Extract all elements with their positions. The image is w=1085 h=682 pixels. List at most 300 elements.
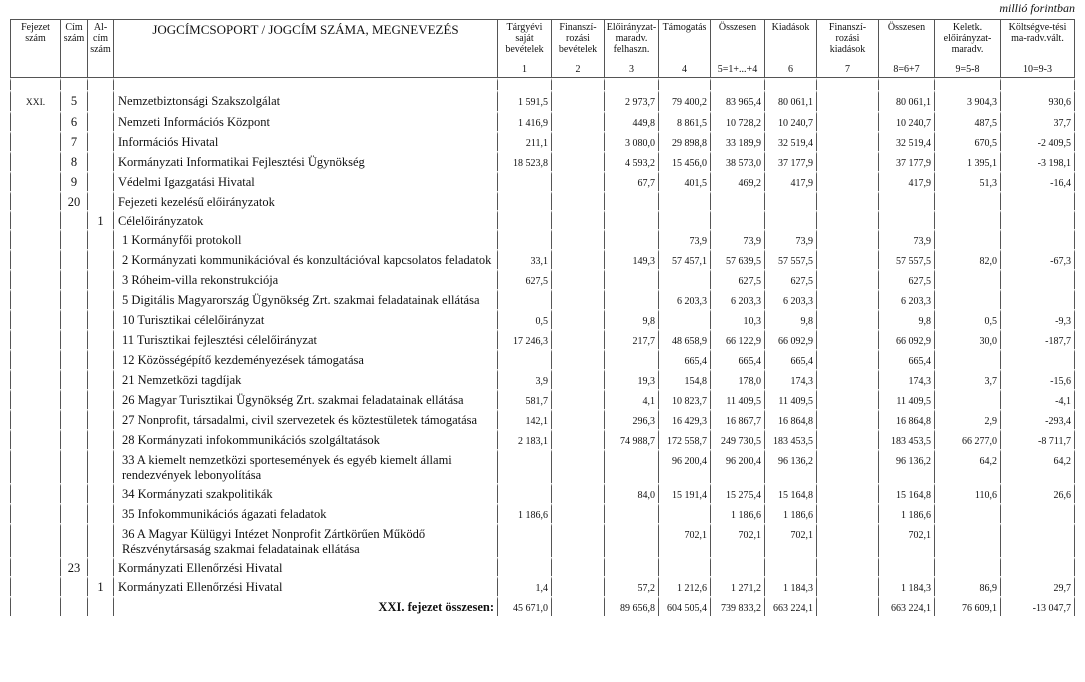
value-cell-osszesen-kiadas: 32 519,4 — [878, 131, 934, 151]
fejezet-cell — [10, 349, 60, 369]
value-cell-koltsegvetesi-valtozas: -187,7 — [1000, 329, 1075, 349]
value-cell-osszesen-bevetel — [710, 557, 764, 576]
column-header-number: 4 — [682, 64, 687, 75]
table-row — [10, 171, 1075, 191]
value-cell-osszesen-kiadas: 11 409,5 — [878, 389, 934, 409]
alcim-cell — [87, 483, 113, 503]
value-cell-koltsegvetesi-valtozas — [1000, 523, 1075, 557]
value-cell-osszesen-kiadas: 9,8 — [878, 309, 934, 329]
row-name: 3 Róheim-villa rekonstrukciója — [113, 269, 497, 289]
table-row — [10, 269, 1075, 289]
value-cell-keletkezett-maradvany: 2,9 — [934, 409, 1000, 429]
row-name: 11 Turisztikai fejlesztési célelőirányzat — [113, 329, 497, 349]
value-cell-osszesen-kiadas: 1 186,6 — [878, 503, 934, 523]
alcim-cell — [87, 503, 113, 523]
row-name: Kormányzati Informatikai Fejlesztési Ügynökség — [113, 151, 497, 171]
value-cell-targyevi-bevetelek — [497, 289, 551, 309]
value-cell-eloiranyzat-maradvany: 19,3 — [604, 369, 658, 389]
value-cell-tamogatas: 172 558,7 — [658, 429, 710, 449]
value-cell-koltsegvetesi-valtozas: -293,4 — [1000, 409, 1075, 429]
value-cell-finanszirozasi-kiadasok — [816, 503, 878, 523]
value-cell-osszesen-bevetel: 6 203,3 — [710, 289, 764, 309]
value-cell-kiadasok — [764, 557, 816, 576]
table-row — [10, 90, 1075, 111]
alcim-cell — [87, 389, 113, 409]
column-header-tamogatas — [658, 19, 710, 78]
value-cell-finanszirozasi-kiadasok — [816, 289, 878, 309]
value-cell-osszesen-bevetel: 16 867,7 — [710, 409, 764, 429]
value-cell-tamogatas: 57 457,1 — [658, 249, 710, 269]
value-cell-finanszirozasi-kiadasok — [816, 429, 878, 449]
cim-cell — [60, 503, 87, 523]
value-cell-keletkezett-maradvany: 0,5 — [934, 309, 1000, 329]
value-cell-kiadasok — [764, 191, 816, 210]
table-row — [10, 389, 1075, 409]
value-cell-koltsegvetesi-valtozas: 37,7 — [1000, 111, 1075, 131]
value-cell-kiadasok: 665,4 — [764, 349, 816, 369]
value-cell-kiadasok: 663 224,1 — [764, 596, 816, 616]
value-cell-koltsegvetesi-valtozas: -2 409,5 — [1000, 131, 1075, 151]
value-cell-targyevi-bevetelek: 627,5 — [497, 269, 551, 289]
value-cell-osszesen-bevetel: 10,3 — [710, 309, 764, 329]
value-cell-keletkezett-maradvany: 51,3 — [934, 171, 1000, 191]
value-cell-keletkezett-maradvany: 82,0 — [934, 249, 1000, 269]
row-name: 5 Digitális Magyarország Ügynökség Zrt. szakmai feladatainak ellátása — [113, 289, 497, 309]
fejezet-cell — [10, 171, 60, 191]
table-row — [10, 369, 1075, 389]
value-cell-eloiranyzat-maradvany — [604, 523, 658, 557]
table-row — [10, 229, 1075, 249]
value-cell-finanszirozasi-bevetelek — [551, 210, 604, 229]
column-header-targyevi-bevetelek — [497, 19, 551, 78]
value-cell-finanszirozasi-bevetelek — [551, 151, 604, 171]
value-cell-finanszirozasi-kiadasok — [816, 449, 878, 483]
value-cell-koltsegvetesi-valtozas — [1000, 229, 1075, 249]
alcim-cell: 1 — [87, 576, 113, 596]
value-cell-finanszirozasi-kiadasok — [816, 309, 878, 329]
value-cell-osszesen-kiadas: 15 164,8 — [878, 483, 934, 503]
value-cell-keletkezett-maradvany — [934, 503, 1000, 523]
value-cell-finanszirozasi-bevetelek — [551, 329, 604, 349]
value-cell-osszesen-kiadas: 16 864,8 — [878, 409, 934, 429]
value-cell-targyevi-bevetelek — [497, 210, 551, 229]
value-cell-tamogatas: 96 200,4 — [658, 449, 710, 483]
fejezet-cell — [10, 210, 60, 229]
table-row — [10, 111, 1075, 131]
value-cell-koltsegvetesi-valtozas: -16,4 — [1000, 171, 1075, 191]
value-cell-tamogatas: 15 191,4 — [658, 483, 710, 503]
column-header-label: Fejezet szám — [21, 22, 50, 44]
column-header-name — [113, 19, 497, 78]
value-cell-koltsegvetesi-valtozas — [1000, 503, 1075, 523]
value-cell-eloiranyzat-maradvany — [604, 449, 658, 483]
value-cell-eloiranyzat-maradvany: 3 080,0 — [604, 131, 658, 151]
value-cell-finanszirozasi-kiadasok — [816, 269, 878, 289]
value-cell-targyevi-bevetelek: 1 186,6 — [497, 503, 551, 523]
value-cell-finanszirozasi-bevetelek — [551, 111, 604, 131]
value-cell-eloiranyzat-maradvany — [604, 503, 658, 523]
column-header-number: 2 — [575, 64, 581, 75]
cim-cell — [60, 309, 87, 329]
fejezet-cell — [10, 151, 60, 171]
table-row — [10, 151, 1075, 171]
value-cell-kiadasok — [764, 210, 816, 229]
budget-table — [10, 19, 1075, 616]
table-row — [10, 596, 1075, 616]
value-cell-keletkezett-maradvany — [934, 557, 1000, 576]
row-name: Kormányzati Ellenőrzési Hivatal — [113, 576, 497, 596]
spacer-cell — [816, 78, 878, 90]
value-cell-tamogatas — [658, 191, 710, 210]
table-row — [10, 309, 1075, 329]
spacer-cell — [658, 78, 710, 90]
alcim-cell — [87, 309, 113, 329]
spacer-cell — [604, 78, 658, 90]
table-row — [10, 449, 1075, 483]
fejezet-cell — [10, 449, 60, 483]
value-cell-osszesen-bevetel: 11 409,5 — [710, 389, 764, 409]
value-cell-finanszirozasi-bevetelek — [551, 269, 604, 289]
table-row — [10, 131, 1075, 151]
cim-cell — [60, 596, 87, 616]
value-cell-osszesen-kiadas: 702,1 — [878, 523, 934, 557]
value-cell-targyevi-bevetelek — [497, 523, 551, 557]
alcim-cell — [87, 269, 113, 289]
value-cell-osszesen-bevetel: 38 573,0 — [710, 151, 764, 171]
spacer-cell — [764, 78, 816, 90]
value-cell-finanszirozasi-kiadasok — [816, 389, 878, 409]
value-cell-osszesen-bevetel: 665,4 — [710, 349, 764, 369]
value-cell-kiadasok: 11 409,5 — [764, 389, 816, 409]
value-cell-eloiranyzat-maradvany — [604, 229, 658, 249]
value-cell-osszesen-bevetel — [710, 191, 764, 210]
column-header-label: Finanszí-rozási bevételek — [558, 22, 598, 55]
value-cell-finanszirozasi-bevetelek — [551, 409, 604, 429]
value-cell-osszesen-bevetel: 83 965,4 — [710, 90, 764, 111]
row-name: 27 Nonprofit, társadalmi, civil szervezetek és köztestületek támogatása — [113, 409, 497, 429]
fejezet-cell — [10, 289, 60, 309]
spacer-cell — [497, 78, 551, 90]
value-cell-finanszirozasi-bevetelek — [551, 191, 604, 210]
value-cell-eloiranyzat-maradvany — [604, 191, 658, 210]
column-header-fejezet — [10, 19, 60, 78]
table-row — [10, 503, 1075, 523]
value-cell-eloiranyzat-maradvany: 57,2 — [604, 576, 658, 596]
value-cell-osszesen-kiadas: 183 453,5 — [878, 429, 934, 449]
value-cell-finanszirozasi-kiadasok — [816, 131, 878, 151]
column-header-number: 1 — [522, 64, 527, 75]
spacer-cell — [113, 78, 497, 90]
value-cell-kiadasok: 1 186,6 — [764, 503, 816, 523]
value-cell-eloiranyzat-maradvany: 67,7 — [604, 171, 658, 191]
value-cell-osszesen-bevetel: 33 189,9 — [710, 131, 764, 151]
alcim-cell — [87, 369, 113, 389]
column-header-number: 7 — [845, 64, 850, 75]
value-cell-finanszirozasi-kiadasok — [816, 191, 878, 210]
value-cell-osszesen-bevetel — [710, 210, 764, 229]
value-cell-keletkezett-maradvany — [934, 289, 1000, 309]
spacer-cell — [934, 78, 1000, 90]
cim-cell — [60, 483, 87, 503]
unit-label: millió forintban — [999, 1, 1075, 15]
value-cell-targyevi-bevetelek — [497, 191, 551, 210]
fejezet-cell — [10, 503, 60, 523]
fejezet-cell — [10, 483, 60, 503]
row-name: Védelmi Igazgatási Hivatal — [113, 171, 497, 191]
value-cell-osszesen-bevetel: 627,5 — [710, 269, 764, 289]
fejezet-cell — [10, 523, 60, 557]
value-cell-tamogatas: 604 505,4 — [658, 596, 710, 616]
value-cell-kiadasok: 183 453,5 — [764, 429, 816, 449]
table-header — [10, 19, 1075, 78]
table-row — [10, 409, 1075, 429]
value-cell-targyevi-bevetelek: 0,5 — [497, 309, 551, 329]
value-cell-osszesen-bevetel: 15 275,4 — [710, 483, 764, 503]
value-cell-eloiranyzat-maradvany: 89 656,8 — [604, 596, 658, 616]
row-name: 12 Közösségépítő kezdeményezések támogatása — [113, 349, 497, 369]
fejezet-cell — [10, 249, 60, 269]
table-row — [10, 329, 1075, 349]
value-cell-targyevi-bevetelek: 581,7 — [497, 389, 551, 409]
alcim-cell — [87, 596, 113, 616]
value-cell-koltsegvetesi-valtozas — [1000, 191, 1075, 210]
value-cell-koltsegvetesi-valtozas: -9,3 — [1000, 309, 1075, 329]
row-name: Nemzetbiztonsági Szakszolgálat — [113, 90, 497, 111]
column-header-label: Keletk. előirányzat-maradv. — [943, 22, 992, 55]
cim-cell — [60, 576, 87, 596]
value-cell-osszesen-kiadas: 663 224,1 — [878, 596, 934, 616]
value-cell-osszesen-kiadas: 73,9 — [878, 229, 934, 249]
cim-cell — [60, 523, 87, 557]
value-cell-osszesen-kiadas: 96 136,2 — [878, 449, 934, 483]
value-cell-tamogatas: 6 203,3 — [658, 289, 710, 309]
column-header-cim — [60, 19, 87, 78]
value-cell-targyevi-bevetelek: 211,1 — [497, 131, 551, 151]
value-cell-finanszirozasi-bevetelek — [551, 229, 604, 249]
alcim-cell — [87, 329, 113, 349]
value-cell-finanszirozasi-bevetelek — [551, 523, 604, 557]
cim-cell — [60, 249, 87, 269]
cim-cell — [60, 449, 87, 483]
value-cell-osszesen-bevetel: 1 186,6 — [710, 503, 764, 523]
value-cell-kiadasok: 80 061,1 — [764, 90, 816, 111]
alcim-cell — [87, 557, 113, 576]
cim-cell — [60, 349, 87, 369]
fejezet-cell — [10, 429, 60, 449]
value-cell-targyevi-bevetelek: 1 591,5 — [497, 90, 551, 111]
fejezet-cell — [10, 111, 60, 131]
value-cell-koltsegvetesi-valtozas: -67,3 — [1000, 249, 1075, 269]
value-cell-finanszirozasi-bevetelek — [551, 596, 604, 616]
value-cell-finanszirozasi-kiadasok — [816, 111, 878, 131]
spacer-cell — [878, 78, 934, 90]
value-cell-tamogatas: 401,5 — [658, 171, 710, 191]
column-header-label: Támogatás — [662, 22, 707, 33]
cim-cell: 20 — [60, 191, 87, 210]
value-cell-kiadasok: 66 092,9 — [764, 329, 816, 349]
value-cell-keletkezett-maradvany — [934, 210, 1000, 229]
cim-cell: 8 — [60, 151, 87, 171]
row-name: 26 Magyar Turisztikai Ügynökség Zrt. szakmai feladatainak ellátása — [113, 389, 497, 409]
value-cell-keletkezett-maradvany: 110,6 — [934, 483, 1000, 503]
value-cell-eloiranyzat-maradvany — [604, 349, 658, 369]
value-cell-osszesen-kiadas — [878, 191, 934, 210]
cim-cell: 5 — [60, 90, 87, 111]
value-cell-tamogatas — [658, 269, 710, 289]
value-cell-kiadasok: 57 557,5 — [764, 249, 816, 269]
value-cell-keletkezett-maradvany: 86,9 — [934, 576, 1000, 596]
value-cell-keletkezett-maradvany — [934, 191, 1000, 210]
value-cell-koltsegvetesi-valtozas: 29,7 — [1000, 576, 1075, 596]
value-cell-koltsegvetesi-valtozas — [1000, 289, 1075, 309]
value-cell-koltsegvetesi-valtozas: -4,1 — [1000, 389, 1075, 409]
column-header-koltsegvetesi-valtozas — [1000, 19, 1075, 78]
alcim-cell: 1 — [87, 210, 113, 229]
value-cell-koltsegvetesi-valtozas: 930,6 — [1000, 90, 1075, 111]
cim-cell — [60, 429, 87, 449]
cim-cell: 7 — [60, 131, 87, 151]
column-header-label: Finanszí-rozási kiadások — [828, 22, 867, 55]
value-cell-osszesen-kiadas: 57 557,5 — [878, 249, 934, 269]
value-cell-keletkezett-maradvany: 670,5 — [934, 131, 1000, 151]
value-cell-finanszirozasi-bevetelek — [551, 349, 604, 369]
value-cell-targyevi-bevetelek — [497, 483, 551, 503]
column-header-label: Előirányzat-maradv. felhaszn. — [606, 22, 657, 55]
row-name: 36 A Magyar Külügyi Intézet Nonprofit Zártkörűen Működő Részvénytársaság szakmai feladatainak ellátása — [113, 523, 497, 557]
cim-cell — [60, 329, 87, 349]
alcim-cell — [87, 131, 113, 151]
value-cell-eloiranyzat-maradvany: 449,8 — [604, 111, 658, 131]
value-cell-finanszirozasi-bevetelek — [551, 429, 604, 449]
value-cell-finanszirozasi-kiadasok — [816, 369, 878, 389]
value-cell-koltsegvetesi-valtozas — [1000, 557, 1075, 576]
value-cell-finanszirozasi-kiadasok — [816, 329, 878, 349]
value-cell-osszesen-bevetel: 469,2 — [710, 171, 764, 191]
value-cell-osszesen-bevetel: 10 728,2 — [710, 111, 764, 131]
value-cell-osszesen-bevetel: 178,0 — [710, 369, 764, 389]
value-cell-finanszirozasi-bevetelek — [551, 289, 604, 309]
column-header-label: Összesen — [718, 22, 757, 33]
value-cell-finanszirozasi-bevetelek — [551, 449, 604, 483]
table-row — [10, 523, 1075, 557]
value-cell-osszesen-kiadas — [878, 210, 934, 229]
value-cell-tamogatas: 1 212,6 — [658, 576, 710, 596]
value-cell-targyevi-bevetelek — [497, 171, 551, 191]
value-cell-targyevi-bevetelek: 33,1 — [497, 249, 551, 269]
value-cell-osszesen-kiadas: 37 177,9 — [878, 151, 934, 171]
table-row — [10, 210, 1075, 229]
value-cell-targyevi-bevetelek — [497, 449, 551, 483]
value-cell-eloiranyzat-maradvany — [604, 557, 658, 576]
value-cell-keletkezett-maradvany: 64,2 — [934, 449, 1000, 483]
cim-cell — [60, 229, 87, 249]
value-cell-eloiranyzat-maradvany — [604, 210, 658, 229]
fejezet-cell: XXI. — [10, 90, 60, 111]
row-name: Kormányzati Ellenőrzési Hivatal — [113, 557, 497, 576]
cim-cell: 9 — [60, 171, 87, 191]
value-cell-tamogatas: 154,8 — [658, 369, 710, 389]
column-header-label: Tárgyévi saját bevételek — [505, 22, 544, 55]
value-cell-koltsegvetesi-valtozas: 64,2 — [1000, 449, 1075, 483]
fejezet-cell — [10, 191, 60, 210]
value-cell-osszesen-kiadas: 6 203,3 — [878, 289, 934, 309]
value-cell-tamogatas: 10 823,7 — [658, 389, 710, 409]
value-cell-tamogatas — [658, 503, 710, 523]
value-cell-finanszirozasi-kiadasok — [816, 349, 878, 369]
value-cell-osszesen-kiadas: 1 184,3 — [878, 576, 934, 596]
row-name: 33 A kiemelt nemzetközi sportesemények és egyéb kiemelt állami rendezvények lebonyolítása — [113, 449, 497, 483]
value-cell-osszesen-kiadas: 66 092,9 — [878, 329, 934, 349]
value-cell-osszesen-bevetel: 73,9 — [710, 229, 764, 249]
value-cell-finanszirozasi-kiadasok — [816, 576, 878, 596]
column-header-label: JOGCÍMCSOPORT / JOGCÍM SZÁMA, MEGNEVEZÉS — [152, 22, 459, 37]
value-cell-koltsegvetesi-valtozas: 26,6 — [1000, 483, 1075, 503]
fejezet-cell — [10, 131, 60, 151]
value-cell-finanszirozasi-bevetelek — [551, 309, 604, 329]
alcim-cell — [87, 349, 113, 369]
value-cell-targyevi-bevetelek — [497, 557, 551, 576]
value-cell-keletkezett-maradvany — [934, 389, 1000, 409]
cim-cell — [60, 369, 87, 389]
value-cell-keletkezett-maradvany — [934, 523, 1000, 557]
value-cell-targyevi-bevetelek: 17 246,3 — [497, 329, 551, 349]
value-cell-keletkezett-maradvany: 487,5 — [934, 111, 1000, 131]
table-row — [10, 557, 1075, 576]
table-row — [10, 191, 1075, 210]
alcim-cell — [87, 409, 113, 429]
value-cell-koltsegvetesi-valtozas: -8 711,7 — [1000, 429, 1075, 449]
alcim-cell — [87, 151, 113, 171]
value-cell-kiadasok: 1 184,3 — [764, 576, 816, 596]
value-cell-koltsegvetesi-valtozas: -13 047,7 — [1000, 596, 1075, 616]
table-row — [10, 576, 1075, 596]
value-cell-keletkezett-maradvany: 66 277,0 — [934, 429, 1000, 449]
cim-cell — [60, 389, 87, 409]
alcim-cell — [87, 449, 113, 483]
column-header-keletkezett-maradvany — [934, 19, 1000, 78]
value-cell-targyevi-bevetelek: 2 183,1 — [497, 429, 551, 449]
value-cell-kiadasok: 627,5 — [764, 269, 816, 289]
fejezet-cell — [10, 329, 60, 349]
row-name: 34 Kormányzati szakpolitikák — [113, 483, 497, 503]
value-cell-eloiranyzat-maradvany: 74 988,7 — [604, 429, 658, 449]
value-cell-eloiranyzat-maradvany — [604, 289, 658, 309]
value-cell-eloiranyzat-maradvany: 2 973,7 — [604, 90, 658, 111]
value-cell-kiadasok: 9,8 — [764, 309, 816, 329]
value-cell-finanszirozasi-kiadasok — [816, 90, 878, 111]
value-cell-finanszirozasi-kiadasok — [816, 409, 878, 429]
alcim-cell — [87, 249, 113, 269]
value-cell-kiadasok: 10 240,7 — [764, 111, 816, 131]
value-cell-keletkezett-maradvany: 30,0 — [934, 329, 1000, 349]
spacer-cell — [710, 78, 764, 90]
value-cell-keletkezett-maradvany: 3,7 — [934, 369, 1000, 389]
value-cell-keletkezett-maradvany — [934, 349, 1000, 369]
value-cell-tamogatas — [658, 210, 710, 229]
value-cell-eloiranyzat-maradvany: 4 593,2 — [604, 151, 658, 171]
column-header-kiadasok — [764, 19, 816, 78]
row-name: Információs Hivatal — [113, 131, 497, 151]
value-cell-finanszirozasi-kiadasok — [816, 557, 878, 576]
value-cell-eloiranyzat-maradvany: 149,3 — [604, 249, 658, 269]
column-header-number: 8=6+7 — [893, 64, 920, 75]
value-cell-kiadasok: 6 203,3 — [764, 289, 816, 309]
value-cell-osszesen-bevetel: 66 122,9 — [710, 329, 764, 349]
alcim-cell — [87, 90, 113, 111]
row-name: Célelőirányzatok — [113, 210, 497, 229]
value-cell-finanszirozasi-bevetelek — [551, 131, 604, 151]
value-cell-eloiranyzat-maradvany: 296,3 — [604, 409, 658, 429]
